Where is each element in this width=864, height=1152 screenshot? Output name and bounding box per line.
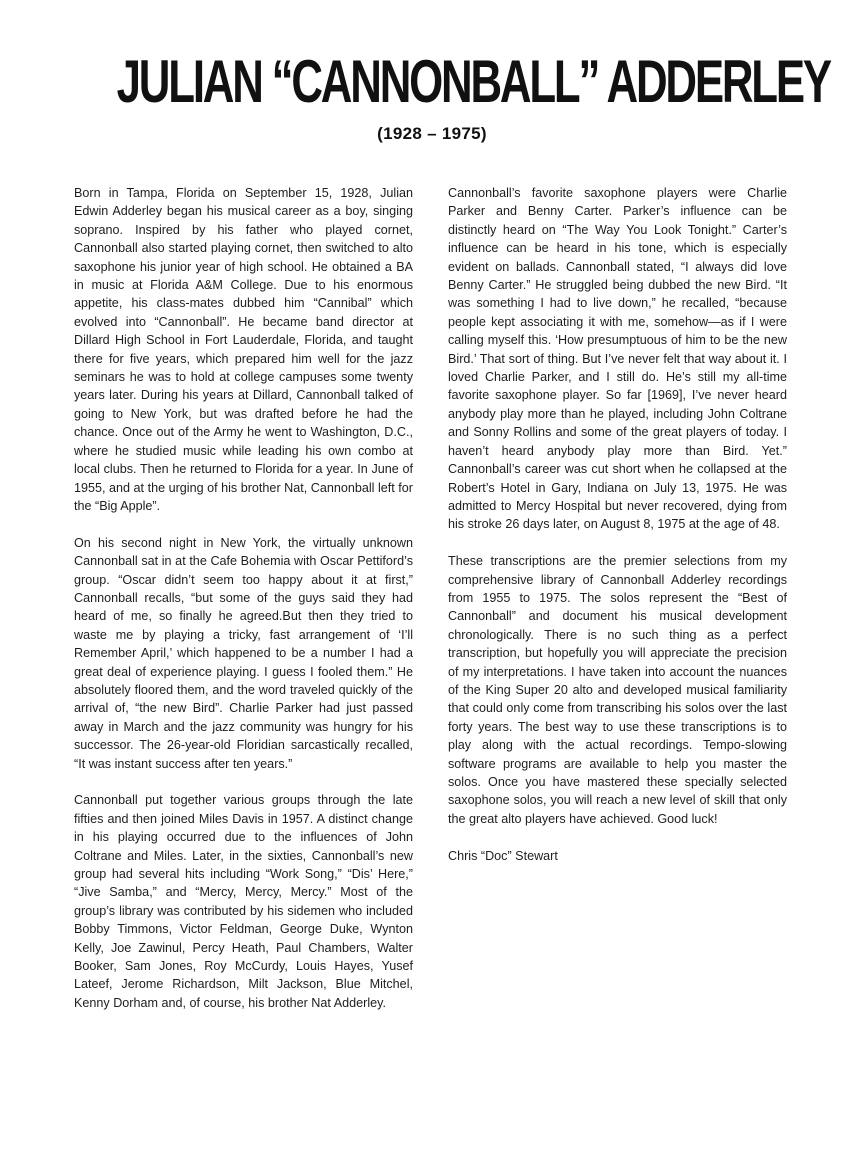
right-column: [448, 184, 787, 883]
page-title: JULIAN “CANNONBALL” ADDERLEY: [116, 48, 830, 115]
paragraph-groups: Cannonball put together various groups through the late fifties and then joined Miles Davis in 1957. A distinct change in his playing occurred due to the influences of John Coltrane and Miles. Later, in the sixties, Cannonball’s new group had several hits including “Work Song,” “Dis’ Here,” “Jive Samba,” and “Mercy, Mercy, Mercy.” Most of the group’s library was contributed by his sidemen who included Bobby Timmons, Victor Feldman, George Duke, Wynton Kelly, Joe Zawinul, Percy Heath, Paul Chambers, Walter Booker, Sam Jones, Roy McCurdy, Louis Hayes, Yusef Lateef, Jerome Richardson, Milt Jackson, Blue Mitchel, Kenny Dorham and, of course, his brother Nat Adderley.: [74, 793, 413, 1010]
life-dates: (1928 – 1975): [377, 124, 487, 143]
paragraph-influences: Cannonball’s favorite saxophone players were Charlie Parker and Benny Carter. Parker’s influence can be distinctly heard on “The Way You Look Tonight.” Carter’s influence can be heard in his tone, which is especially evident on ballads. Cannonball stated, “I always did love Benny Carter.” He struggled being dubbed the new Bird. “It was something I had to live down,” he recalled, “because people kept associating it with me, somehow—as if I were calling myself this. ‘How presumptuous of him to be the new Bird.’ That sort of thing. But I’ve never felt that way about it. I loved Charlie Parker, and I still do. He’s still my all-time favorite saxophone player. So far [1969], I’ve never heard anybody play more than he played, including John Coltrane and Sonny Rollins and some of the great players of today. I haven’t heard anybody play more than Bird. Yet.” Cannonball’s career was cut short when he collapsed at the Robert’s Hotel in Gary, Indiana on July 13, 1975. He was admitted to Mercy Hospital but never recovered, dying from his stroke 26 days later, on August 8, 1975 at the age of 48.: [448, 186, 787, 532]
paragraph-new-york: On his second night in New York, the virtually unknown Cannonball sat in at the Cafe Bohemia with Oscar Pettiford’s group. “Oscar didn’t seem too happy about it at first,” Cannonball recalls, “but some of the guys said they had heard of me, so finally he agreed.But then they tried to waste me by playing a tricky, fast arrangement of ‘I’ll Remember April,’ which happened to be a number I had a great deal of experience playing. I guess I fooled them.” He absolutely floored them, and the word traveled quickly of the arrival of, “the new Bird”. Charlie Parker had just passed away in March and the jazz community was hungry for his successor. The 26-year-old Floridian sarcastically recalled, “It was instant success after ten years.”: [74, 535, 413, 771]
paragraph-early-life: Born in Tampa, Florida on September 15, 1928, Julian Edwin Adderley began his musical career as a boy, singing soprano. Inspired by his father who played cornet, Cannonball also started playing cornet, then switched to alto saxophone his junior year of high school. He obtained a BA in music at Florida A&M College. Due to his enormous appetite, his class-mates dubbed him “Cannibal” which evolved into “Cannonball”. He became band director at Dillard High School in Fort Lauderdale, Florida, and taught there for five years, which prepared him well for the jazz seminars he was to hold at college campuses some twenty years later. During his years at Dillard, Cannonball talked of going to New York, but was drafted before he had the chance. Once out of the Army he went to Washington, D.C., where he studied music while leading his own combo at local clubs. Then he returned to Florida for a year. In June of 1955, and at the urging of his brother Nat, Cannonball left for the “Big Apple”.: [74, 186, 413, 513]
author-signature: Chris “Doc” Stewart: [448, 848, 558, 863]
left-column: [74, 184, 413, 1031]
paragraph-transcriptions: These transcriptions are the premier selections from my comprehensive library of Cannonball Adderley recordings from 1955 to 1975. The solos represent the “Best of Cannonball” and document his musical development chronologically. There is no such thing as a perfect transcription, but hopefully you will appreciate the precision of my interpretations. I have taken into account the nuances of the King Super 20 alto and developed musical familiarity that could only come from transcribing his solos over the last forty years. The best way to use these transcriptions is to play along with the actual recordings. Tempo-slowing software programs are available to help you master the solos. Once you have mastered these specially selected saxophone solos, you will reach a new level of skill that only the great alto players have achieved. Good luck!: [448, 554, 787, 826]
